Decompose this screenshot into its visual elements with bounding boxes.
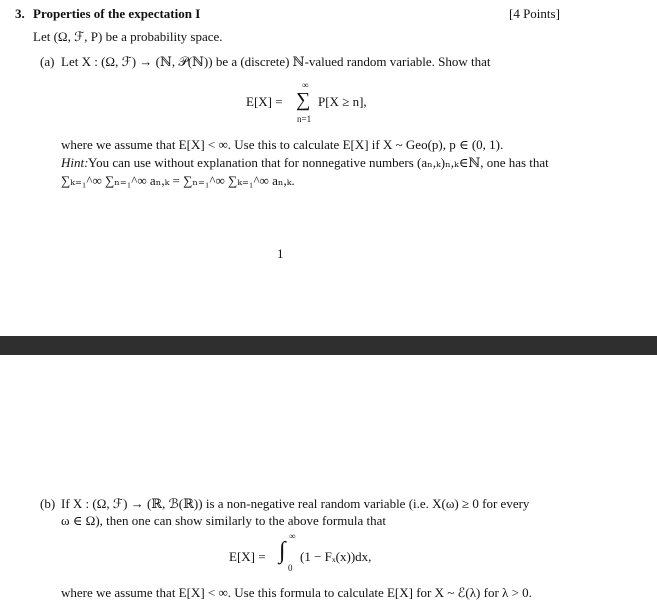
hint-label: Hint: [61, 155, 89, 170]
formula-b-int-bottom: 0 [288, 563, 293, 573]
section-number: 3. [15, 6, 25, 21]
formula-b-lhs: E[X] = [229, 549, 266, 564]
part-a-label: (a) [40, 54, 55, 69]
formula-a-rhs: P[X ≥ n], [318, 94, 367, 109]
part-b-statement-line1: If X : (Ω, ℱ) → (ℝ, ℬ(ℝ)) is a non-negative real random variable (i.e. X(ω) ≥ 0 for every [61, 496, 530, 511]
part-b-assumption: where we assume that E[X] < ∞. Use this formula to calculate E[X] for X ~ ℰ(λ) for λ > 0. [61, 585, 532, 600]
formula-b-int-sign: ∫ [279, 538, 286, 564]
page-separator [0, 336, 657, 355]
intro-text: Let (Ω, ℱ, P) be a probability space. [33, 29, 223, 44]
page-2 [0, 355, 657, 606]
part-a-assumption: where we assume that E[X] < ∞. Use this to calculate E[X] if X ~ Geo(p), p ∈ (0, 1). [61, 137, 504, 152]
formula-a-sum-sign: ∑ [296, 89, 311, 111]
formula-b-rhs: (1 − Fₓ(x))dx, [300, 549, 372, 564]
formula-b-int-top: ∞ [289, 531, 296, 541]
part-b-label: (b) [40, 496, 56, 511]
page-number: 1 [277, 246, 284, 261]
formula-a-sum-top: ∞ [302, 80, 309, 90]
hint-formula: ∑ₖ₌₁^∞ ∑ₙ₌₁^∞ aₙ,ₖ = ∑ₙ₌₁^∞ ∑ₖ₌₁^∞ aₙ,ₖ. [61, 173, 295, 188]
formula-a-lhs: E[X] = [246, 94, 283, 109]
formula-a-sum-bottom: n=1 [297, 114, 312, 124]
section-title: Properties of the expectation I [33, 6, 201, 21]
points-label: [4 Points] [509, 6, 560, 21]
part-b-statement-line2: ω ∈ Ω), then one can show similarly to the above formula that [61, 513, 386, 528]
part-a-statement: Let X : (Ω, ℱ) → (ℕ, 𝒫(ℕ)) be a (discrete) ℕ-valued random variable. Show that [61, 54, 491, 69]
hint-text: You can use without explanation that for nonnegative numbers (aₙ,ₖ)ₙ,ₖ∈ℕ, one has that [88, 155, 549, 170]
